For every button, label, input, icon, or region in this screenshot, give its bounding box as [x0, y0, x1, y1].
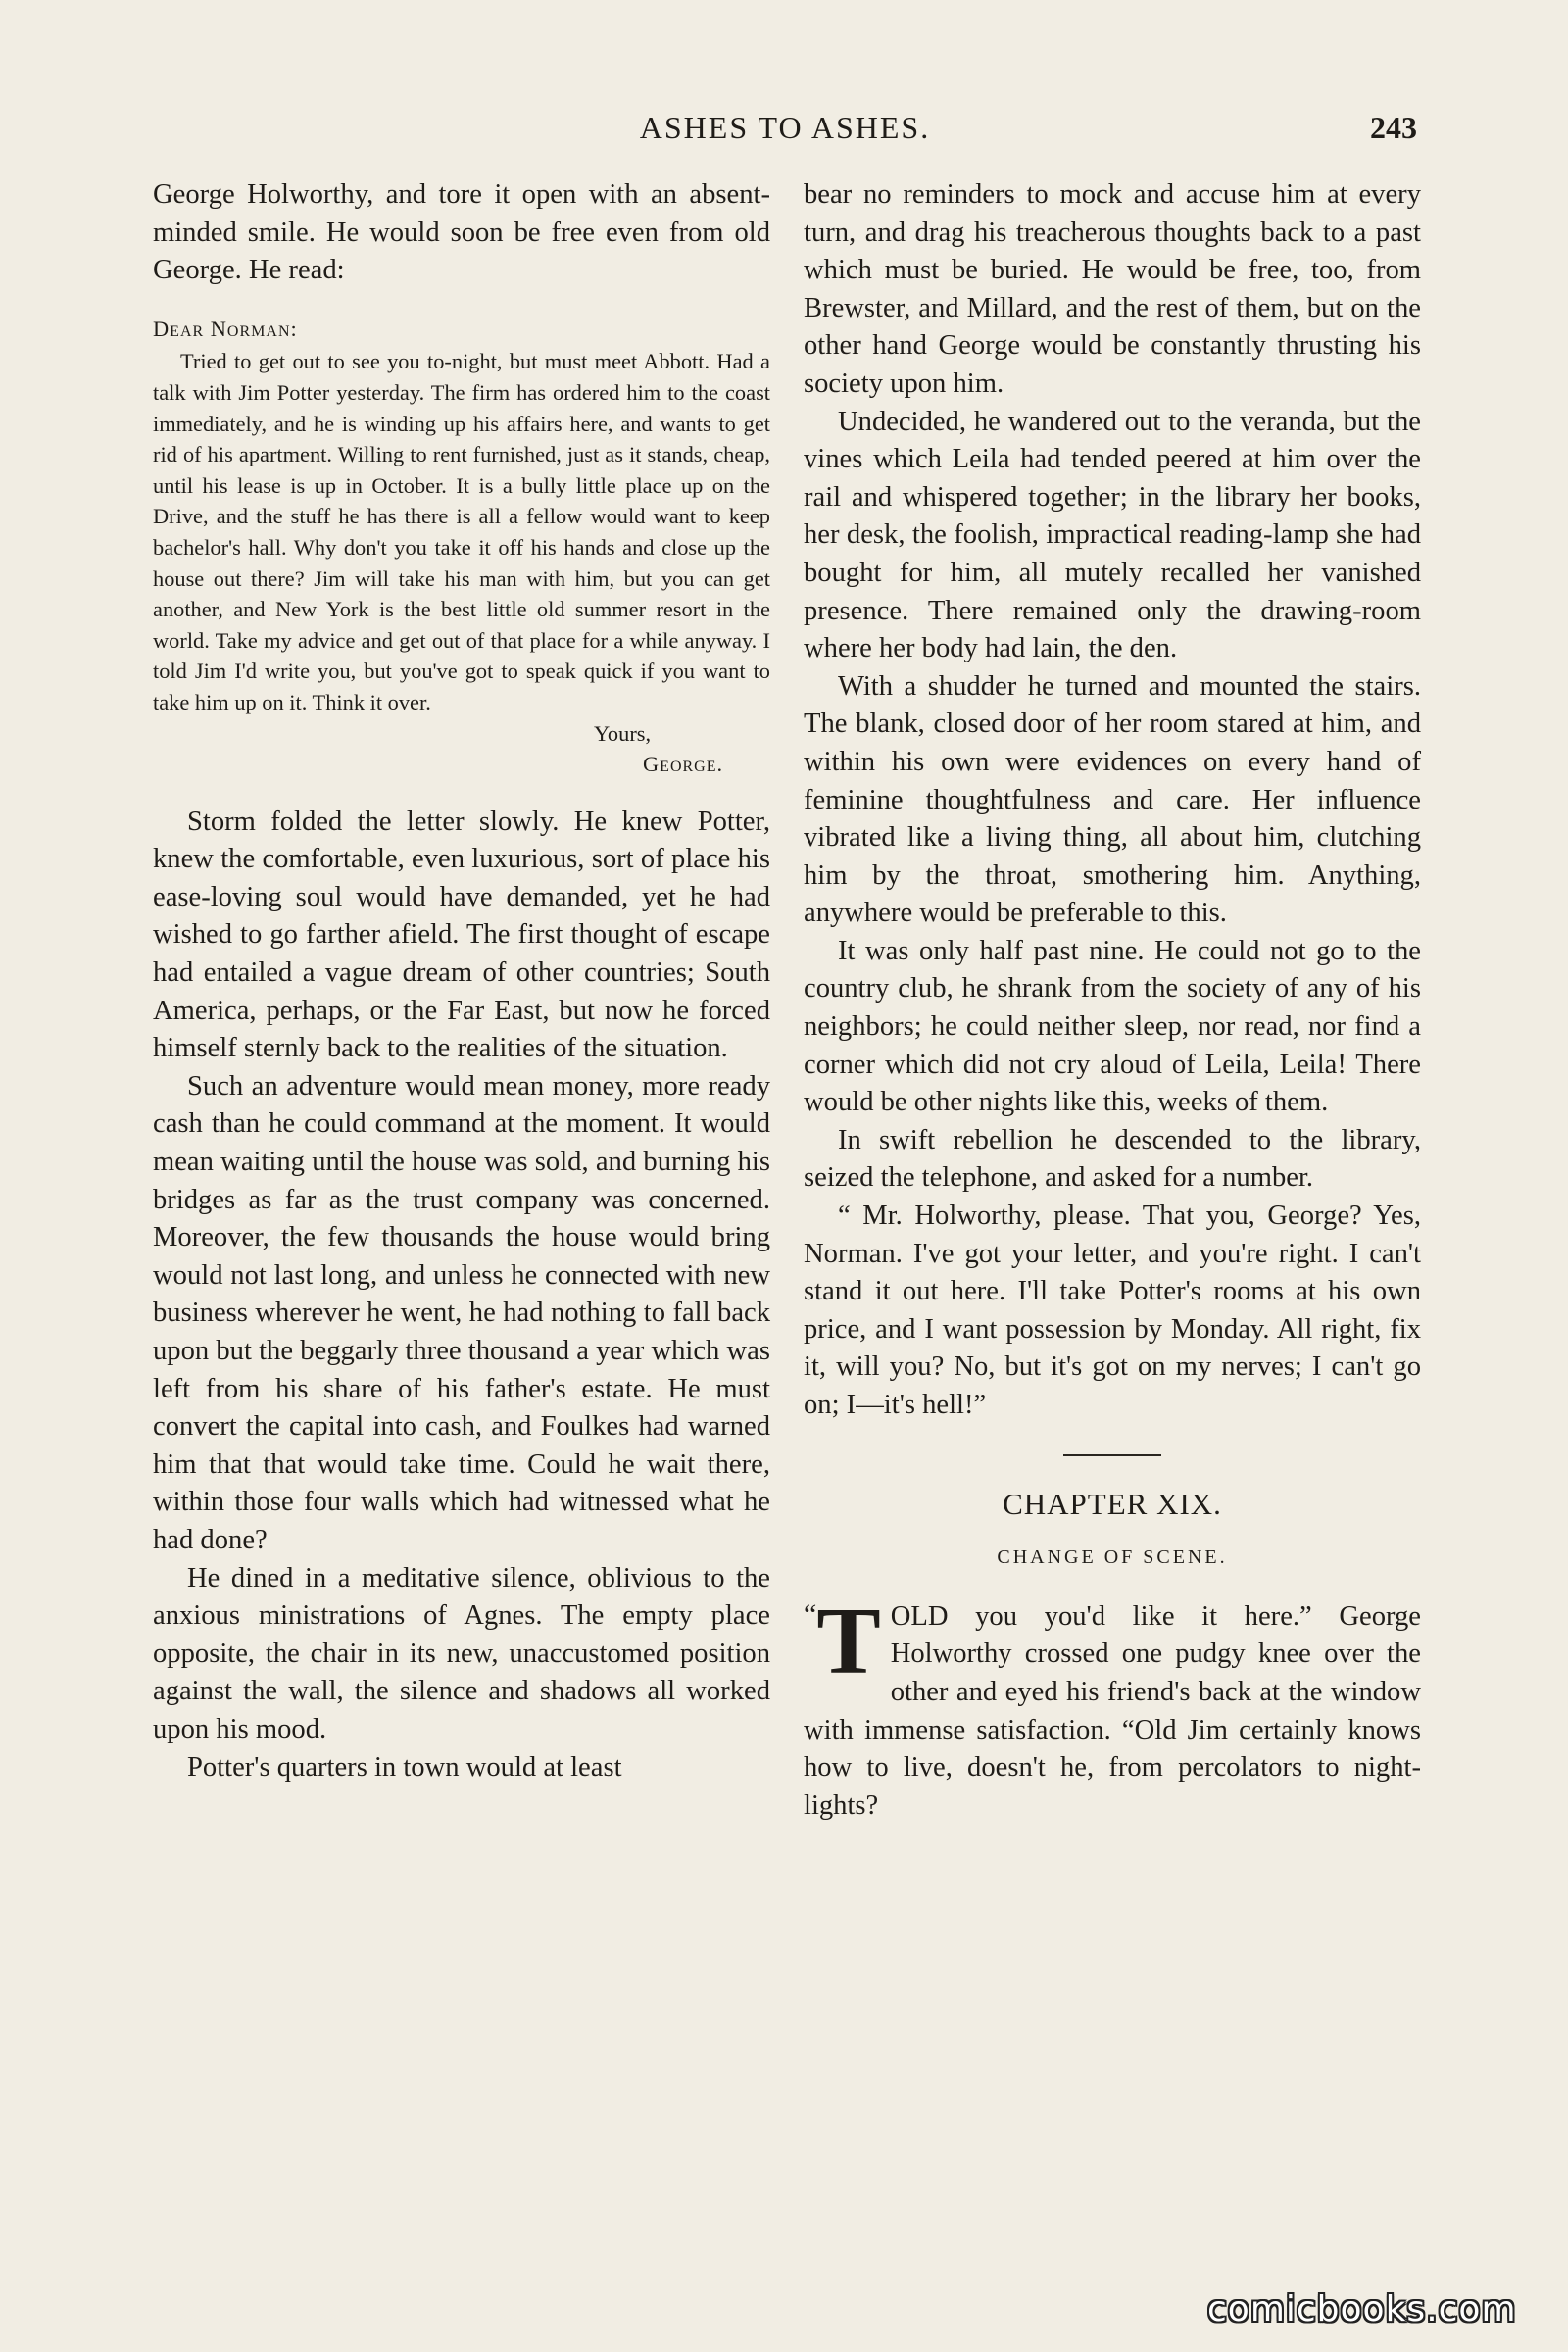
section-divider — [1063, 1454, 1161, 1456]
dropcap-quote: “ — [804, 1597, 817, 1631]
paragraph: Storm folded the letter slowly. He knew Potter, knew the comfortable, even luxurious, sort of place his ease-loving soul would have demanded, yet he had wished to go farther afield. The first thought of escape had entailed a vague dream of other countries; South America, perhaps, or the Far East, but now he forced himself sternly back to the realities of the situation. — [153, 806, 770, 1064]
right-column — [804, 176, 1421, 1825]
running-title: ASHES TO ASHES. — [639, 110, 931, 145]
paragraph: Potter's quarters in town would at least — [187, 1751, 622, 1783]
chapter-first-paragraph — [804, 1588, 1421, 1826]
letter-signature: George. — [643, 752, 724, 777]
continuation-paragraph: bear no reminders to mock and accuse him at every turn, and drag his treacherous thoughts back to a past which must be buried. He would be free, too, from Brewster, and Millard, and the rest of them, but on the other hand George would be constantly thrusting his society upon him. — [804, 179, 1421, 399]
page-header — [153, 110, 1417, 159]
dropcap-letter: T — [816, 1588, 881, 1694]
left-column — [153, 176, 770, 1787]
paragraph: In swift rebellion he descended to the library, seized the telephone, and asked for a number. — [804, 1124, 1421, 1194]
paragraph: Undecided, he wandered out to the veranda, but the vines which Leila had tended peered at him over the rail and whispered together; in the library her books, her desk, the foolish, impractical reading-lamp she had bought for him, all mutely recalled her vanished presence. There remained only the drawing-room where her body had lain, the den. — [804, 406, 1421, 664]
letter-body: Tried to get out to see you to-night, but must meet Abbott. Had a talk with Jim Potter yesterday. The firm has ordered him to the coast immediately, and he is winding up his affairs here, and wants to get rid of his apartment. Willing to rent furnished, just as it stands, cheap, until his lease is up in October. It is a bully little place up on the Drive, and the stuff he has there is all a fellow would want to keep bachelor's hall. Why don't you take it off his hands and close up the house out there? Jim will take his man with him, but you can get another, and New York is the best little old summer resort in the world. Take my advice and get out of that place for a while anyway. I told Jim I'd write you, but you've got to speak quick if you want to take him up on it. Think it over. — [153, 349, 770, 714]
paragraph: It was only half past nine. He could not go to the country club, he shrank from the society of any of his neighbors; he could neither sleep, nor read, nor find a corner which did not cry aloud of Leila, Leila! There would be other nights like this, weeks of them. — [804, 935, 1421, 1118]
letter-salutation: Dear Norman: — [153, 316, 298, 341]
chapter-first-paragraph-text: OLD you you'd like it here.” George Holworthy crossed one pudgy knee over the other and eyed his friend's back at the window with immense satisfaction. “Old Jim certainly knows how to live, doesn't he, from percolators to night-lights? — [804, 1600, 1421, 1821]
chapter-heading: CHAPTER XIX. — [1003, 1486, 1222, 1521]
letter-block — [153, 314, 770, 780]
paragraph: He dined in a meditative silence, oblivious to the anxious ministrations of Agnes. The empty place opposite, the chair in its new, unaccustomed position against the wall, the silence and shadows all worked upon his mood. — [153, 1562, 770, 1744]
paragraph: With a shudder he turned and mounted the stairs. The blank, closed door of her room stared at him, and within his own were evidences on every hand of feminine thoughtfulness and care. Her influence vibrated like a living thing, all about him, clutching him by the throat, smothering him. Anything, anywhere would be preferable to this. — [804, 670, 1421, 929]
intro-paragraph: George Holworthy, and tore it open with an absent-minded smile. He would soon be free even from old George. He read: — [153, 179, 770, 286]
paragraph: “ Mr. Holworthy, please. That you, George? Yes, Norman. I've got your letter, and you're right. I can't stand it out here. I'll take Potter's rooms at his own price, and I want possession by Monday. All right, fix it, will you? No, but it's got on my nerves; I can't go on; I—it's hell!” — [804, 1200, 1421, 1420]
page-number: 243 — [1370, 110, 1417, 145]
letter-closing: Yours, — [594, 720, 652, 746]
watermark-logo: comicbooks.com — [1207, 2289, 1517, 2329]
chapter-subtitle: CHANGE OF SCENE. — [997, 1546, 1228, 1569]
paragraph: Such an adventure would mean money, more ready cash than he could command at the moment. It would mean waiting until the house was sold, and burning his bridges as far as the trust company was concerned. Moreover, the few thousands the house would bring would not last long, and unless he connected with new business wherever he went, he had nothing to fall back upon but the beggarly three thousand a year which was left from his share of his father's estate. He must convert the capital into cash, and Foulkes had warned him that that would take time. Could he wait there, within those four walls which had witnessed what he had done? — [153, 1070, 770, 1555]
